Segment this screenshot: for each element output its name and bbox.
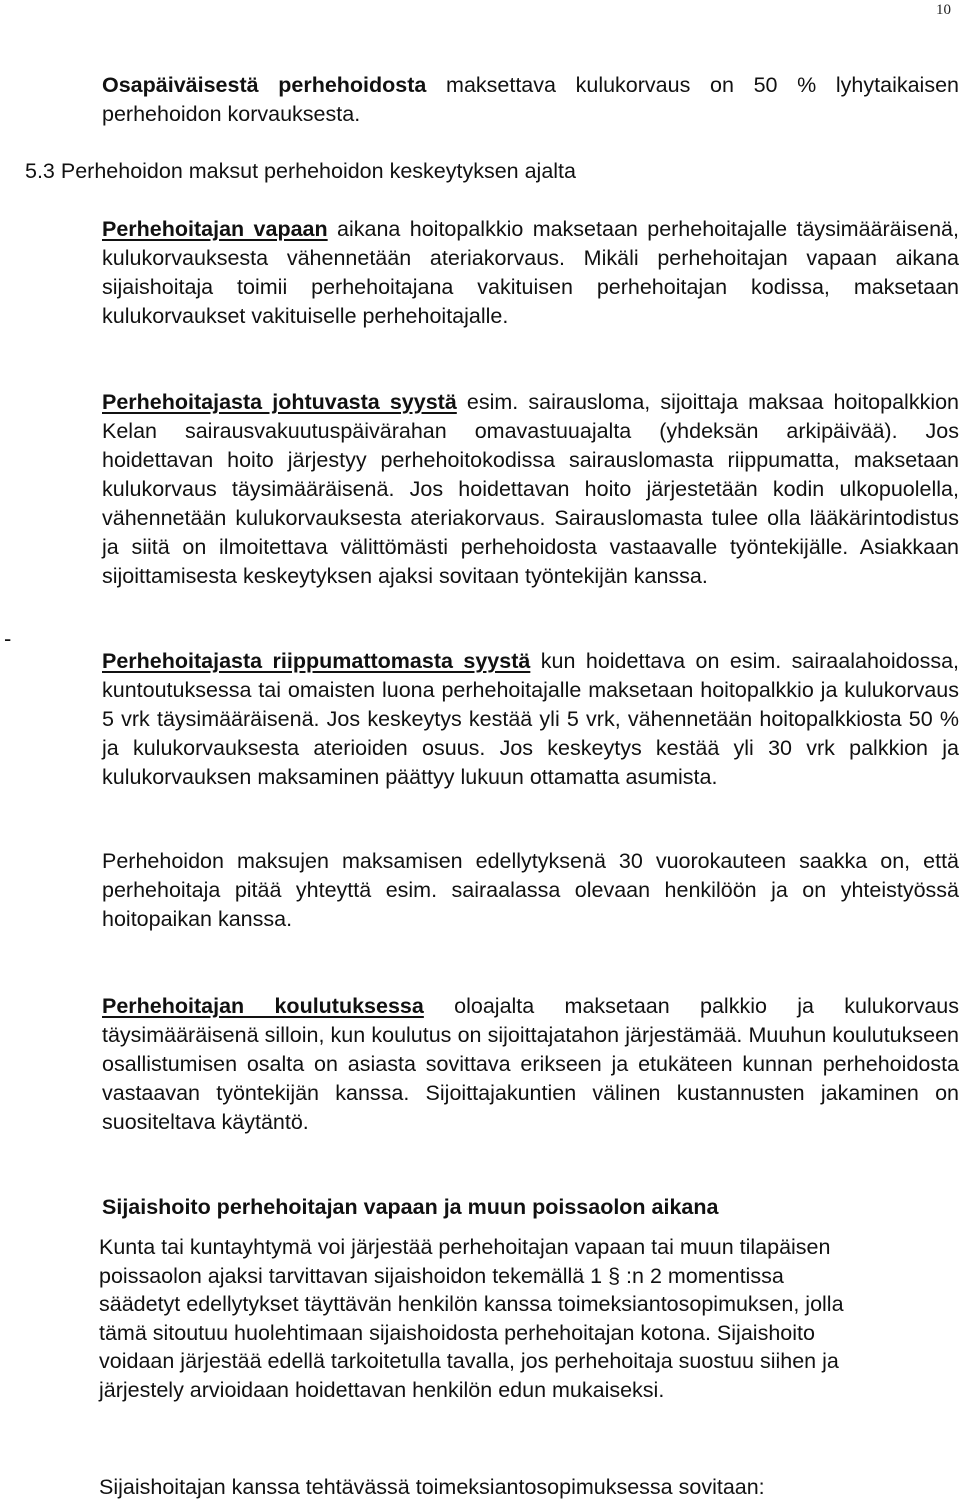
- paragraph-lead: Perhehoitajan vapaan: [102, 217, 328, 241]
- paragraph-text: esim. sairausloma, sijoittaja maksaa hoitopalkkion Kelan sairausvakuutuspäivärahan omavastuuajalta (yhdeksän arkipäivää). Jos hoidettavan hoito järjestyy perhehoitokodissa sairauslomasta riippumatta, maksetaan kulukorvaus täysimääräisenä. Jos hoidettavan hoito järjestetään kodin ulkopuolella, vähennetään kulukorvauksesta ateriakorvaus. Sairauslomasta tulee olla lääkärintodistus ja siitä on ilmoitettava välittömästi perhehoidosta vastaavalle työntekijälle. Asiakkaan sijoittamisesta keskeytyksen ajaksi sovitaan työntekijän kanssa.: [102, 390, 960, 588]
- paragraph-lead: Perhehoitajasta riippumattomasta syystä: [102, 649, 531, 673]
- paragraph-line: säädetyt edellytykset täyttävän henkilön kanssa toimeksiantosopimuksen, jolla: [99, 1292, 844, 1317]
- paragraph-text: kun hoidettava on esim. sairaalahoidossa, kuntoutuksessa tai omaisten luona perhehoitajalle maksetaan hoitopalkkio ja kulukorvaus 5 vrk täysimääräisenä. Jos keskeytys kestää yli 5 vrk, vähennetään hoitopalkkiosta 50 % ja kulukorvauksesta aterioiden osuus. Jos keskeytys kestää yli 30 vrk palkkion ja kulukorvauksen maksaminen päättyy lukuun ottamatta asumista.: [102, 649, 959, 789]
- paragraph-text: oloajalta maksetaan palkkio ja kulukorvaus täysimääräisenä silloin, kun koulutus on sijoittajatahon järjestämää. Muuhun koulutukseen osallistumisen osalta on asiasta sovittava erikseen ja etukäteen kunnan perhehoidosta vastaavan työntekijän kanssa. Sijoittajakuntien välinen kustannusten jakaminen on suositeltava käytäntö.: [102, 994, 959, 1134]
- paragraph-contract-intro: Sijaishoitajan kanssa tehtävässä toimeksiantosopimuksessa sovitaan:: [99, 1475, 765, 1499]
- paragraph-line: voidaan järjestää edellä tarkoitetulla tavalla, jos perhehoitaja suostuu siihen ja: [99, 1349, 839, 1374]
- paragraph-substitute-care: [99, 1233, 959, 1405]
- paragraph-line: poissaolon ajaksi tarvittavan sijaishoidon tekemällä 1 § :n 2 momentissa: [99, 1263, 784, 1288]
- paragraph-training: [102, 992, 959, 1137]
- paragraph-line: tämä sitoutuu huolehtimaan sijaishoidosta perhehoitajan kotona. Sijaishoito: [99, 1320, 815, 1345]
- section-title-substitute-care: Sijaishoito perhehoitajan vapaan ja muun poissaolon aikana: [102, 1195, 719, 1219]
- paragraph-part-time-care: [102, 71, 959, 129]
- paragraph-payment-condition: Perhehoidon maksujen maksamisen edellytyksenä 30 vuorokauteen saakka on, että perhehoitaja pitää yhteyttä esim. sairaalassa olevaan henkilöön ja on yhteistyössä hoitopaikan kanssa.: [102, 849, 959, 931]
- paragraph-caregiver-leave: [102, 215, 959, 331]
- paragraph-text: aikana hoitopalkkio maksetaan perhehoitajalle täysimääräisenä, kulukorvauksesta vähennetään ateriakorvaus. Mikäli perhehoitajan vapaan aikana sijaishoitaja toimii perhehoitajana vakituisen perhehoitajan kodissa, maksetaan kulukorvaukset vakituiselle perhehoitajalle.: [102, 217, 959, 328]
- paragraph-line: Kunta tai kuntayhtymä voi järjestää perhehoitajan vapaan tai muun tilapäisen: [99, 1235, 831, 1259]
- paragraph-lead: Osapäiväisestä perhehoidosta: [102, 73, 427, 97]
- paragraph-lead: Perhehoitajan koulutuksessa: [102, 994, 424, 1018]
- paragraph-caregiver-reason: [102, 388, 959, 591]
- paragraph-text: maksettava kulukorvaus on 50 % lyhytaikaisen perhehoidon korvauksesta.: [102, 73, 959, 126]
- paragraph-independent-reason: [102, 647, 959, 792]
- paragraph-lead: Perhehoitajasta johtuvasta syystä: [102, 390, 457, 414]
- page-number: 10: [936, 2, 951, 18]
- list-dash-marker: -: [4, 626, 12, 651]
- paragraph-line: järjestely arvioidaan hoidettavan henkilön edun mukaiseksi.: [99, 1377, 665, 1402]
- section-heading: 5.3 Perhehoidon maksut perhehoidon keskeytyksen ajalta: [25, 159, 576, 183]
